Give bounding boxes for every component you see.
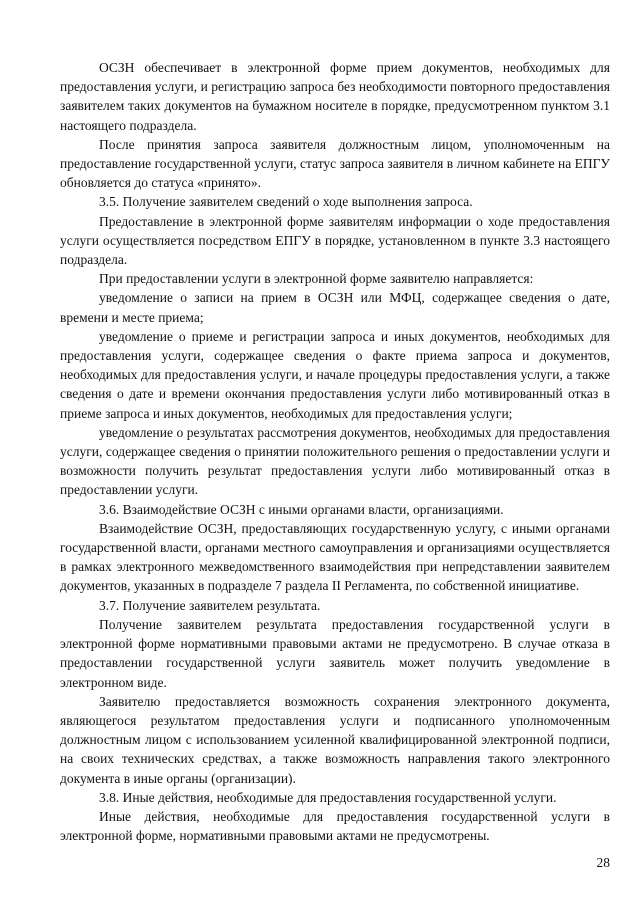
paragraph: Получение заявителем результата предоставления государственной услуги в электронной форме нормативными правовыми актами не предусмотрено. В случае отказа в предоставлении государственной услуги заявитель может получить уведомление в электронном виде. — [60, 616, 610, 690]
list-item: уведомление о записи на прием в ОСЗН или МФЦ, содержащее сведения о дате, времени и месте приема; — [60, 290, 610, 325]
paragraph: Предоставление в электронной форме заявителям информации о ходе предоставления услуги осуществляется посредством ЕПГУ в порядке, установленном в пункте 3.3 настоящего подраздела. — [60, 213, 610, 268]
paragraph: После принятия запроса заявителя должностным лицом, уполномоченным на предоставление государственной услуги, статус запроса заявителя в личном кабинете на ЕПГУ обновляется до статуса «принято». — [60, 136, 610, 191]
page-number: 28 — [596, 855, 610, 870]
section-heading: 3.8. Иные действия, необходимые для предоставления государственной услуги. — [99, 789, 557, 805]
list-item: уведомление о приеме и регистрации запроса и иных документов, необходимых для предоставления услуги, содержащее сведения о факте приема запроса и документов, необходимых для предоставления услуги, и начале процедуры предоставления услуги, а также сведения о дате и времени окончания предоставления услуги либо мотивированный отказ в приеме запроса и иных документов, необходимых для предоставления услуги; — [60, 328, 610, 421]
paragraph: Иные действия, необходимые для предоставления государственной услуги в электронной форме, нормативными правовыми актами не предусмотрены. — [60, 808, 610, 844]
section-heading: 3.5. Получение заявителем сведений о ходе выполнения запроса. — [99, 194, 473, 210]
paragraph: Взаимодействие ОСЗН, предоставляющих государственную услугу, с иными органами государственной власти, органами местного самоуправления и организациями осуществляется в рамках электронного межведомственного взаимодействия при непредставлении заявителем документов, указанных в подразделе 7 раздела II Регламента, по собственной инициативе. — [60, 520, 610, 594]
paragraph: ОСЗН обеспечивает в электронной форме прием документов, необходимых для предоставления услуги, и регистрацию запроса без необходимости повторного предоставления заявителем таких документов на бумажном носителе в порядке, предусмотренном пунктом 3.1 настоящего подраздела. — [60, 60, 610, 133]
list-item: уведомление о результатах рассмотрения документов, необходимых для предоставления услуги, содержащее сведения о принятии положительного решения о предоставлении услуги и возможности получить результат предоставления услуги либо мотивированный отказ в предоставлении услуги. — [60, 424, 610, 498]
paragraph: При предоставлении услуги в электронной форме заявителю направляется: — [99, 271, 534, 287]
paragraph: Заявителю предоставляется возможность сохранения электронного документа, являющегося результатом предоставления услуги и подписанного уполномоченным должностным лицом с использованием усиленной квалифицированной электронной подписи, на своих технических средствах, а также возможность направления такого электронного документа в иные органы (организации). — [60, 693, 610, 786]
section-heading: 3.6. Взаимодействие ОСЗН с иными органами власти, организациями. — [99, 501, 504, 517]
document-body — [60, 58, 610, 845]
section-heading: 3.7. Получение заявителем результата. — [99, 597, 321, 613]
